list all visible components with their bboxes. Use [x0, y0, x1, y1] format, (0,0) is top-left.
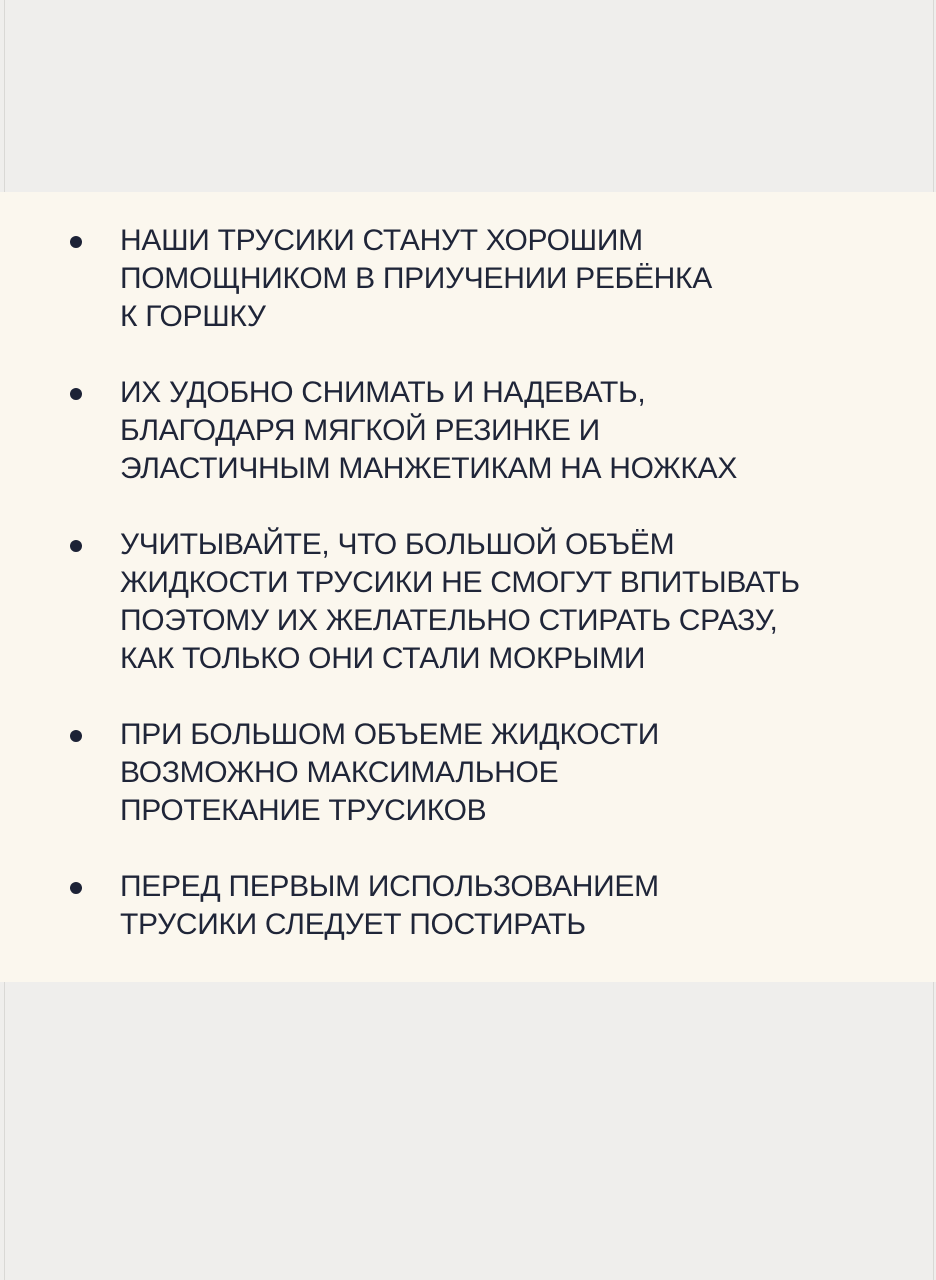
item-text-line: УЧИТЫВАЙТЕ, ЧТО БОЛЬШОЙ ОБЪЁМ	[120, 528, 675, 561]
item-text-line: НАШИ ТРУСИКИ СТАНУТ ХОРОШИМ	[120, 224, 643, 257]
item-text-line: ПРОТЕКАНИЕ ТРУСИКОВ	[120, 794, 487, 827]
info-card	[0, 192, 936, 982]
item-text-line: К ГОРШКУ	[120, 300, 266, 333]
list-item	[0, 526, 936, 678]
bullet-dot-icon	[70, 236, 82, 248]
list-item	[0, 868, 936, 944]
item-text-line: ПОЭТОМУ ИХ ЖЕЛАТЕЛЬНО СТИРАТЬ СРАЗУ,	[120, 604, 778, 637]
bullet-list	[0, 222, 936, 982]
list-item	[0, 222, 936, 336]
item-text-line: ЖИДКОСТИ ТРУСИКИ НЕ СМОГУТ ВПИТЫВАТЬ	[120, 566, 800, 599]
item-text-line: ВОЗМОЖНО МАКСИМАЛЬНОЕ	[120, 756, 559, 789]
bullet-dot-icon	[70, 882, 82, 894]
list-item	[0, 374, 936, 488]
item-text-line: ЭЛАСТИЧНЫМ МАНЖЕТИКАМ НА НОЖКАХ	[120, 452, 738, 485]
item-text-line: ИХ УДОБНО СНИМАТЬ И НАДЕВАТЬ,	[120, 376, 646, 409]
item-text-line: ПОМОЩНИКОМ В ПРИУЧЕНИИ РЕБЁНКА	[120, 262, 712, 295]
bullet-dot-icon	[70, 388, 82, 400]
bullet-dot-icon	[70, 730, 82, 742]
item-text-line: БЛАГОДАРЯ МЯГКОЙ РЕЗИНКЕ И	[120, 414, 600, 447]
item-text-line: ПРИ БОЛЬШОМ ОБЪЕМЕ ЖИДКОСТИ	[120, 718, 659, 751]
item-text-line: КАК ТОЛЬКО ОНИ СТАЛИ МОКРЫМИ	[120, 642, 646, 675]
item-text-line: ТРУСИКИ СЛЕДУЕТ ПОСТИРАТЬ	[120, 908, 586, 941]
item-text-line: ПЕРЕД ПЕРВЫМ ИСПОЛЬЗОВАНИЕМ	[120, 870, 659, 903]
list-item	[0, 716, 936, 830]
bullet-dot-icon	[70, 540, 82, 552]
